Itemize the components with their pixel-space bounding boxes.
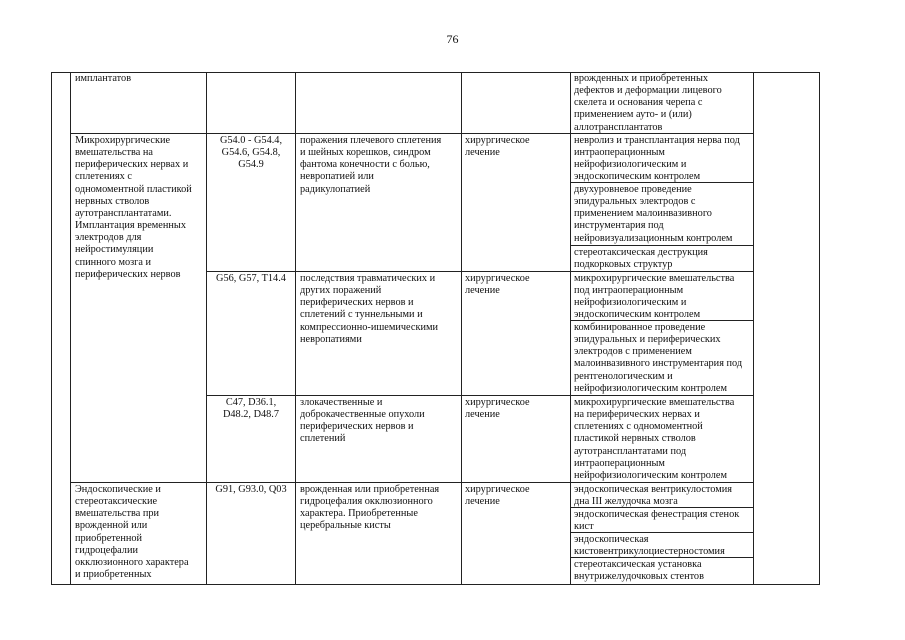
row-divider [70,482,753,483]
page-number: 76 [446,32,459,46]
method-text: микрохирургические вмешательства на периферических нервах и сплетениях с одномоментной пластикой нервных стволов аутотрансплантатами под интраоперационным нейрофизиологическим контролем [574,397,735,481]
patient-model: врожденная или приобретенная гидроцефалия окклюзионного характера. Приобретенные церебральные кисты [300,484,440,532]
method-text: невролиз и трансплантация нерва под интраоперационным нейрофизиологическим и эндоскопическим контролем [574,135,740,183]
method-text: эндоскопическая кистовентрикулоциестерностомия [574,534,725,558]
method-text: эндоскопическая вентрикулостомия дна III желудочка мозга [574,484,733,508]
icd-codes: G56, G57, T14.4 [216,273,286,284]
method-text: микрохирургические вмешательства под интраоперационным нейрофизиологическим и эндоскопическим контролем [574,273,735,321]
icd-codes: C47, D36.1, D48.2, D48.7 [222,397,280,421]
procedure-name: Эндоскопические и стереотаксические вмешательства при врожденной или приобретенной гидроцефалии окклюзионного характера и приобретенных [75,484,189,581]
procedures-table [51,72,820,584]
table-border-left [51,72,52,584]
icd-codes: G91, G93.0, Q03 [215,484,287,495]
treatment-type: хирургическое лечение [465,397,530,421]
patient-model: злокачественные и доброкачественные опухоли периферических нервов и сплетений [300,397,425,445]
method-text: врожденных и приобретенных дефектов и деформации лицевого скелета и основания черепа с применением ауто- и (или) аллотрансплантатов [574,73,722,133]
procedure-name: Микрохирургические вмешательства на периферических нервах и сплетениях с одномоментной пластикой нервных стволов аутотрансплантатами. Имплантация временных электродов для нейростимуляции спинного мозга и периферических нервов [75,135,192,280]
method-text: комбинированное проведение эпидуральных и периферических электродов с применением малоинвазивного инструментария под рентгенологическим и нейрофизиологическим контролем [574,322,743,394]
method-divider [570,245,753,246]
method-text: эндоскопическая фенестрация стенок кист [574,509,740,533]
treatment-type: хирургическое лечение [465,135,530,159]
column-divider [461,72,462,584]
column-divider [295,72,296,584]
table-border-bottom [51,584,820,585]
method-text: стереотаксическая установка внутрижелудочковых стентов [574,559,704,583]
method-text: двухуровневое проведение эпидуральных электродов с применением малоинвазивного инструментария под нейровизуализационным контролем [574,184,733,244]
column-divider [753,72,754,584]
patient-model: последствия травматических и других поражений периферических нервов и сплетений с туннельными и компрессионно-ишемическими невропатиями [300,273,438,345]
treatment-type: хирургическое лечение [465,273,530,297]
table-border-right [819,72,820,584]
icd-codes: G54.0 - G54.4, G54.6, G54.8, G54.9 [219,135,283,171]
procedure-name: имплантатов [75,73,132,84]
column-divider [70,72,71,584]
patient-model: поражения плечевого сплетения и шейных корешков, синдром фантома конечности с болью, невропатией или радикулопатией [300,135,442,195]
treatment-type: хирургическое лечение [465,484,530,508]
method-text: стереотаксическая деструкция подкорковых структур [574,247,708,271]
row-divider [206,395,753,396]
